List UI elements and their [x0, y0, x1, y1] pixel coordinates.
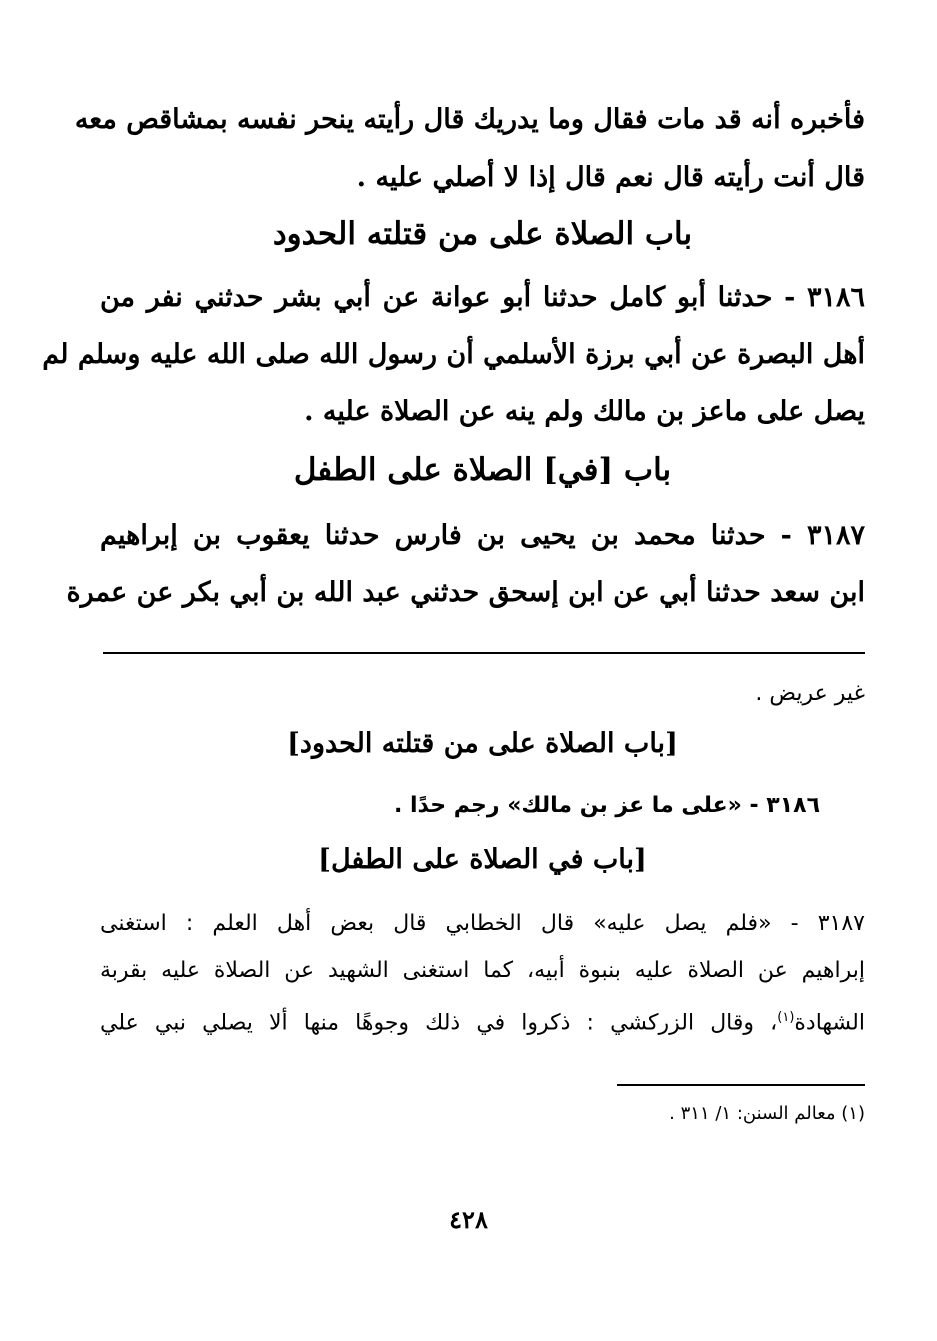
commentary-heading-2: [باب في الصلاة على الطفل] — [318, 844, 647, 875]
main-text-line-2: قال أنت رأيته قال نعم قال إذا لا أصلي عليه . — [356, 162, 865, 193]
text-commentary-divider — [103, 652, 865, 654]
commentary-3187-line-3 — [100, 1000, 865, 1041]
hadith-3187-line-2: ابن سعد حدثنا أبي عن ابن إسحق حدثني عبد الله بن أبي بكر عن عمرة — [66, 577, 865, 608]
footnote-1: (١) معالم السنن: ١/ ٣١١ . — [669, 1103, 865, 1124]
footnote-marker: (١) — [777, 1010, 795, 1025]
page-number: ٤٢٨ — [449, 1205, 488, 1234]
footnote-divider — [617, 1084, 865, 1086]
hadith-3187-line-1: ٣١٨٧ - حدثنا محمد بن يحيى بن فارس حدثنا يعقوب بن إبراهيم — [100, 520, 865, 551]
commentary-3187-line-2: إبراهيم عن الصلاة عليه بنبوة أبيه، كما استغنى الشهيد عن الصلاة عليه بقربة — [100, 958, 865, 983]
commentary-3187-line-3-part-b: ، وقال الزركشي : ذكروا في ذلك وجوهًا منها ألا يصلي نبي علي — [100, 1010, 778, 1036]
hadith-3186-line-2: أهل البصرة عن أبي برزة الأسلمي أن رسول الله صلى الله عليه وسلم لم — [42, 339, 865, 370]
main-text-line-1: فأخبره أنه قد مات فقال وما يدريك قال رأيته ينحر نفسه بمشاقص معه — [74, 104, 865, 135]
hadith-3186-line-3: يصل على ماعز بن مالك ولم ينه عن الصلاة عليه . — [304, 396, 865, 427]
commentary-line-1: غير عريض . — [755, 681, 865, 706]
commentary-heading-1: [باب الصلاة على من قتلته الحدود] — [287, 728, 678, 759]
chapter-heading-2: باب [في] الصلاة على الطفل — [293, 452, 672, 488]
commentary-3187-line-1: ٣١٨٧ - «فلم يصل عليه» قال الخطابي قال بعض أهل العلم : استغنى — [100, 911, 865, 936]
commentary-3187-line-3-part-a: الشهادة — [794, 1010, 865, 1036]
hadith-3186-line-1: ٣١٨٦ - حدثنا أبو كامل حدثنا أبو عوانة عن أبي بشر حدثني نفر من — [100, 282, 865, 313]
commentary-3186: ٣١٨٦ - «على ما عز بن مالك» رجم حدًا . — [394, 793, 820, 818]
chapter-heading-1: باب الصلاة على من قتلته الحدود — [272, 216, 693, 252]
